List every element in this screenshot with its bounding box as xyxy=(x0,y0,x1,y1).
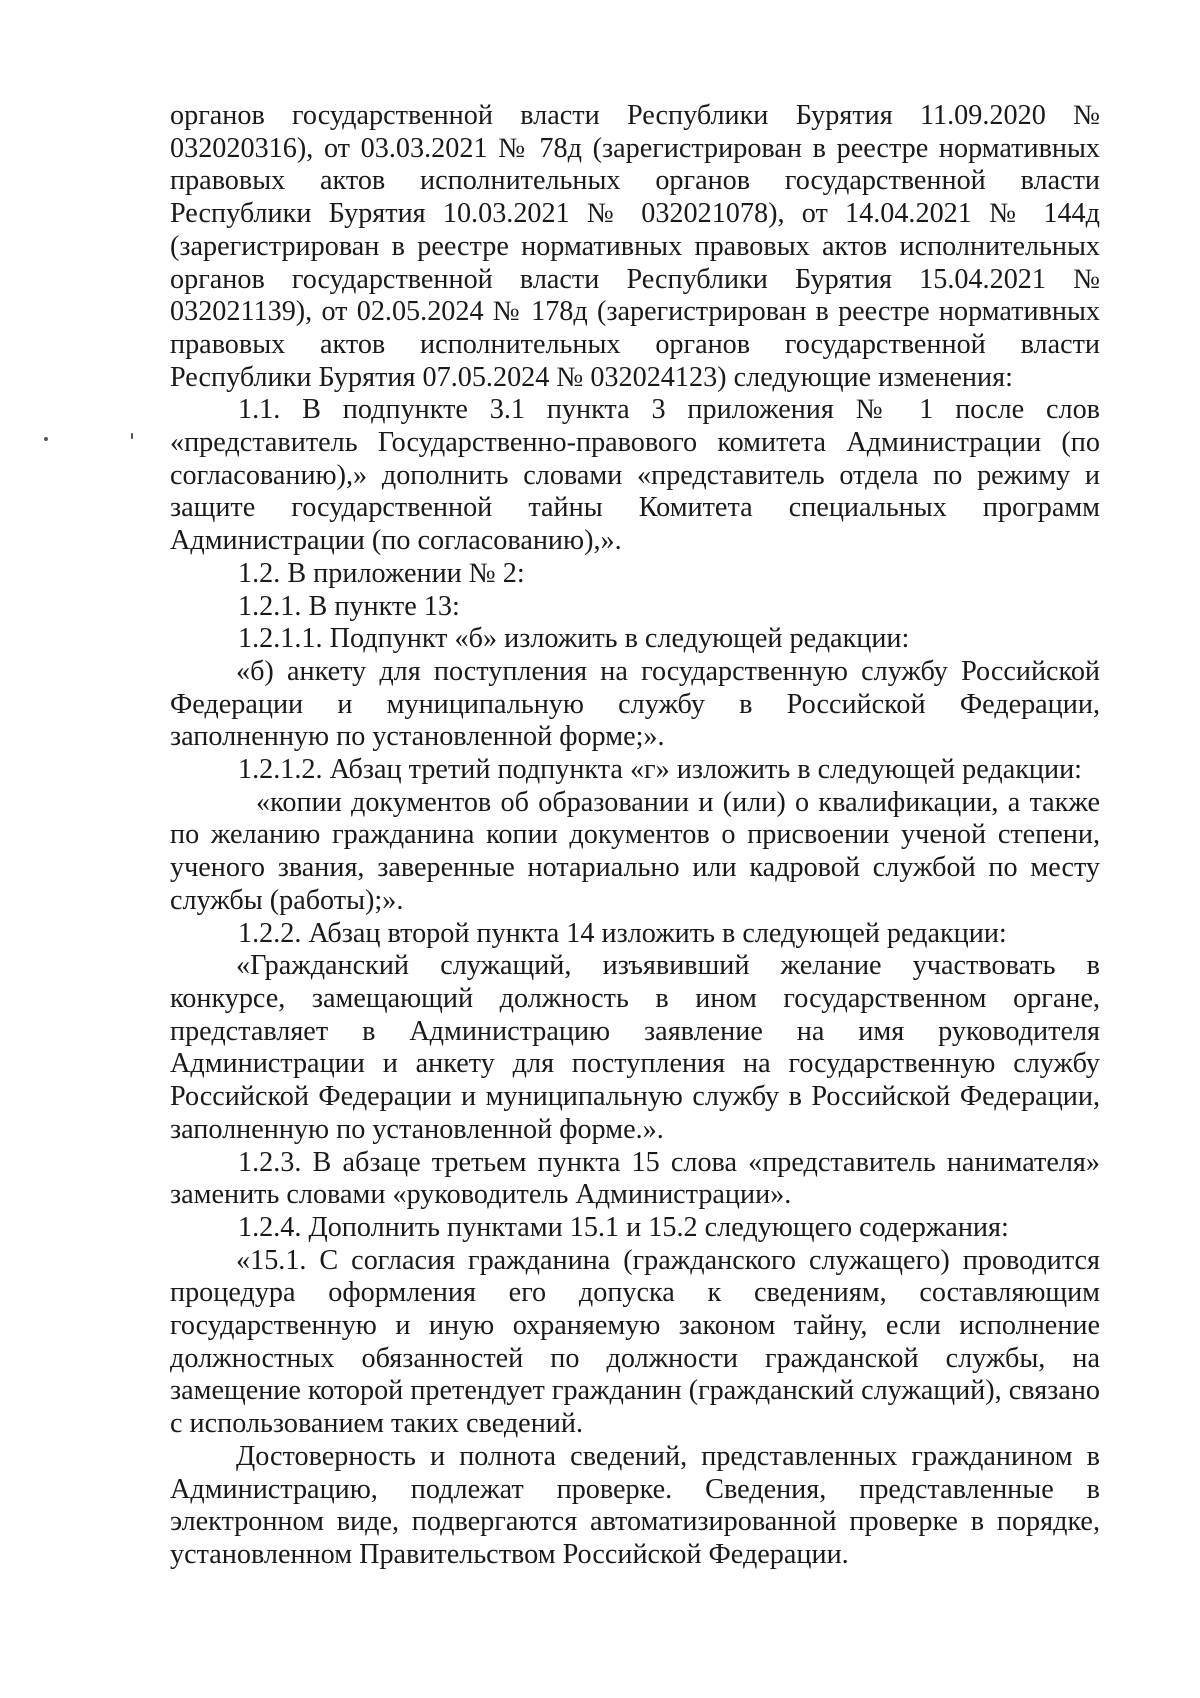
paragraph-reliability: Достоверность и полнота сведений, представленных гражданином в Администрацию, подлежат проверке. Сведения, представленные в электронном виде, подвергаются автоматизированной проверке в порядке, установленном Правительством Российской Федерации. xyxy=(170,1440,1100,1570)
scan-speck-mark xyxy=(131,433,133,439)
paragraph-1-2-1-2: 1.2.1.2. Абзац третий подпункта «г» изложить в следующей редакции: xyxy=(238,754,1082,786)
paragraph-1-2-1-1: 1.2.1.1. Подпункт «б» изложить в следующей редакции: xyxy=(238,623,910,655)
paragraph-1-2-2: 1.2.2. Абзац второй пункта 14 изложить в следующей редакции: xyxy=(238,917,1007,949)
paragraph-quote-15-1: «15.1. С согласия гражданина (гражданского служащего) проводится процедура оформления его допуска к сведениям, составляющим государственную и иную охраняемую законом тайну, если исполнение должностных обязанностей по должности гражданской службы, на замещение которой претендует гражданин (гражданский служащий), связано с использованием таких сведений. xyxy=(170,1244,1100,1440)
paragraph-quote-b: «б) анкету для поступления на государственную службу Российской Федерации и муниципальную службу в Российской Федерации, заполненную по установленной форме;». xyxy=(170,655,1100,753)
paragraph-1-1: 1.1. В подпункте 3.1 пункта 3 приложения № 1 после слов «представитель Государственно-правового комитета Администрации (по согласованию),» дополнить словами «представитель отдела по режиму и защите государственной тайны Комитета специальных программ Администрации (по согласованию),». xyxy=(170,394,1100,557)
paragraph-quote-civil-servant: «Гражданский служащий, изъявивший желание участвовать в конкурсе, замещающий должность в ином государственном органе, представляет в Администрацию заявление на имя руководителя Администрации и анкету для поступления на государственную службу Российской Федерации и муниципальную службу в Российской Федерации, заполненную по установленной форме.». xyxy=(170,950,1100,1145)
scan-speck-mark xyxy=(44,437,48,441)
document-body xyxy=(170,100,1100,1572)
paragraph-1-2-4: 1.2.4. Дополнить пунктами 15.1 и 15.2 следующего содержания: xyxy=(238,1211,1009,1243)
paragraph-continuation: органов государственной власти Республики Бурятия 11.09.2020 № 032020316), от 03.03.2021 № 78д (зарегистрирован в реестре нормативных правовых актов исполнительных органов государственной власти Республики Бурятия 10.03.2021 № 032021078), от 14.04.2021 № 144д (зарегистрирован в реестре нормативных правовых актов исполнительных органов государственной власти Республики Бурятия 15.04.2021 № 032021139), от 02.05.2024 № 178д (зарегистрирован в реестре нормативных правовых актов исполнительных органов государственной власти Республики Бурятия 07.05.2024 № 032024123) следующие изменения: xyxy=(170,100,1100,393)
paragraph-1-2-3: 1.2.3. В абзаце третьем пункта 15 слова «представитель нанимателя» заменить словами «руководитель Администрации». xyxy=(170,1146,1100,1211)
paragraph-1-2-1: 1.2.1. В пункте 13: xyxy=(238,590,460,622)
paragraph-quote-copies: «копии документов об образовании и (или) о квалификации, а также по желанию гражданина копии документов о присвоении ученой степени, ученого звания, заверенные нотариально или кадровой службой по месту службы (работы);». xyxy=(170,786,1100,916)
paragraph-1-2: 1.2. В приложении № 2: xyxy=(238,557,525,589)
